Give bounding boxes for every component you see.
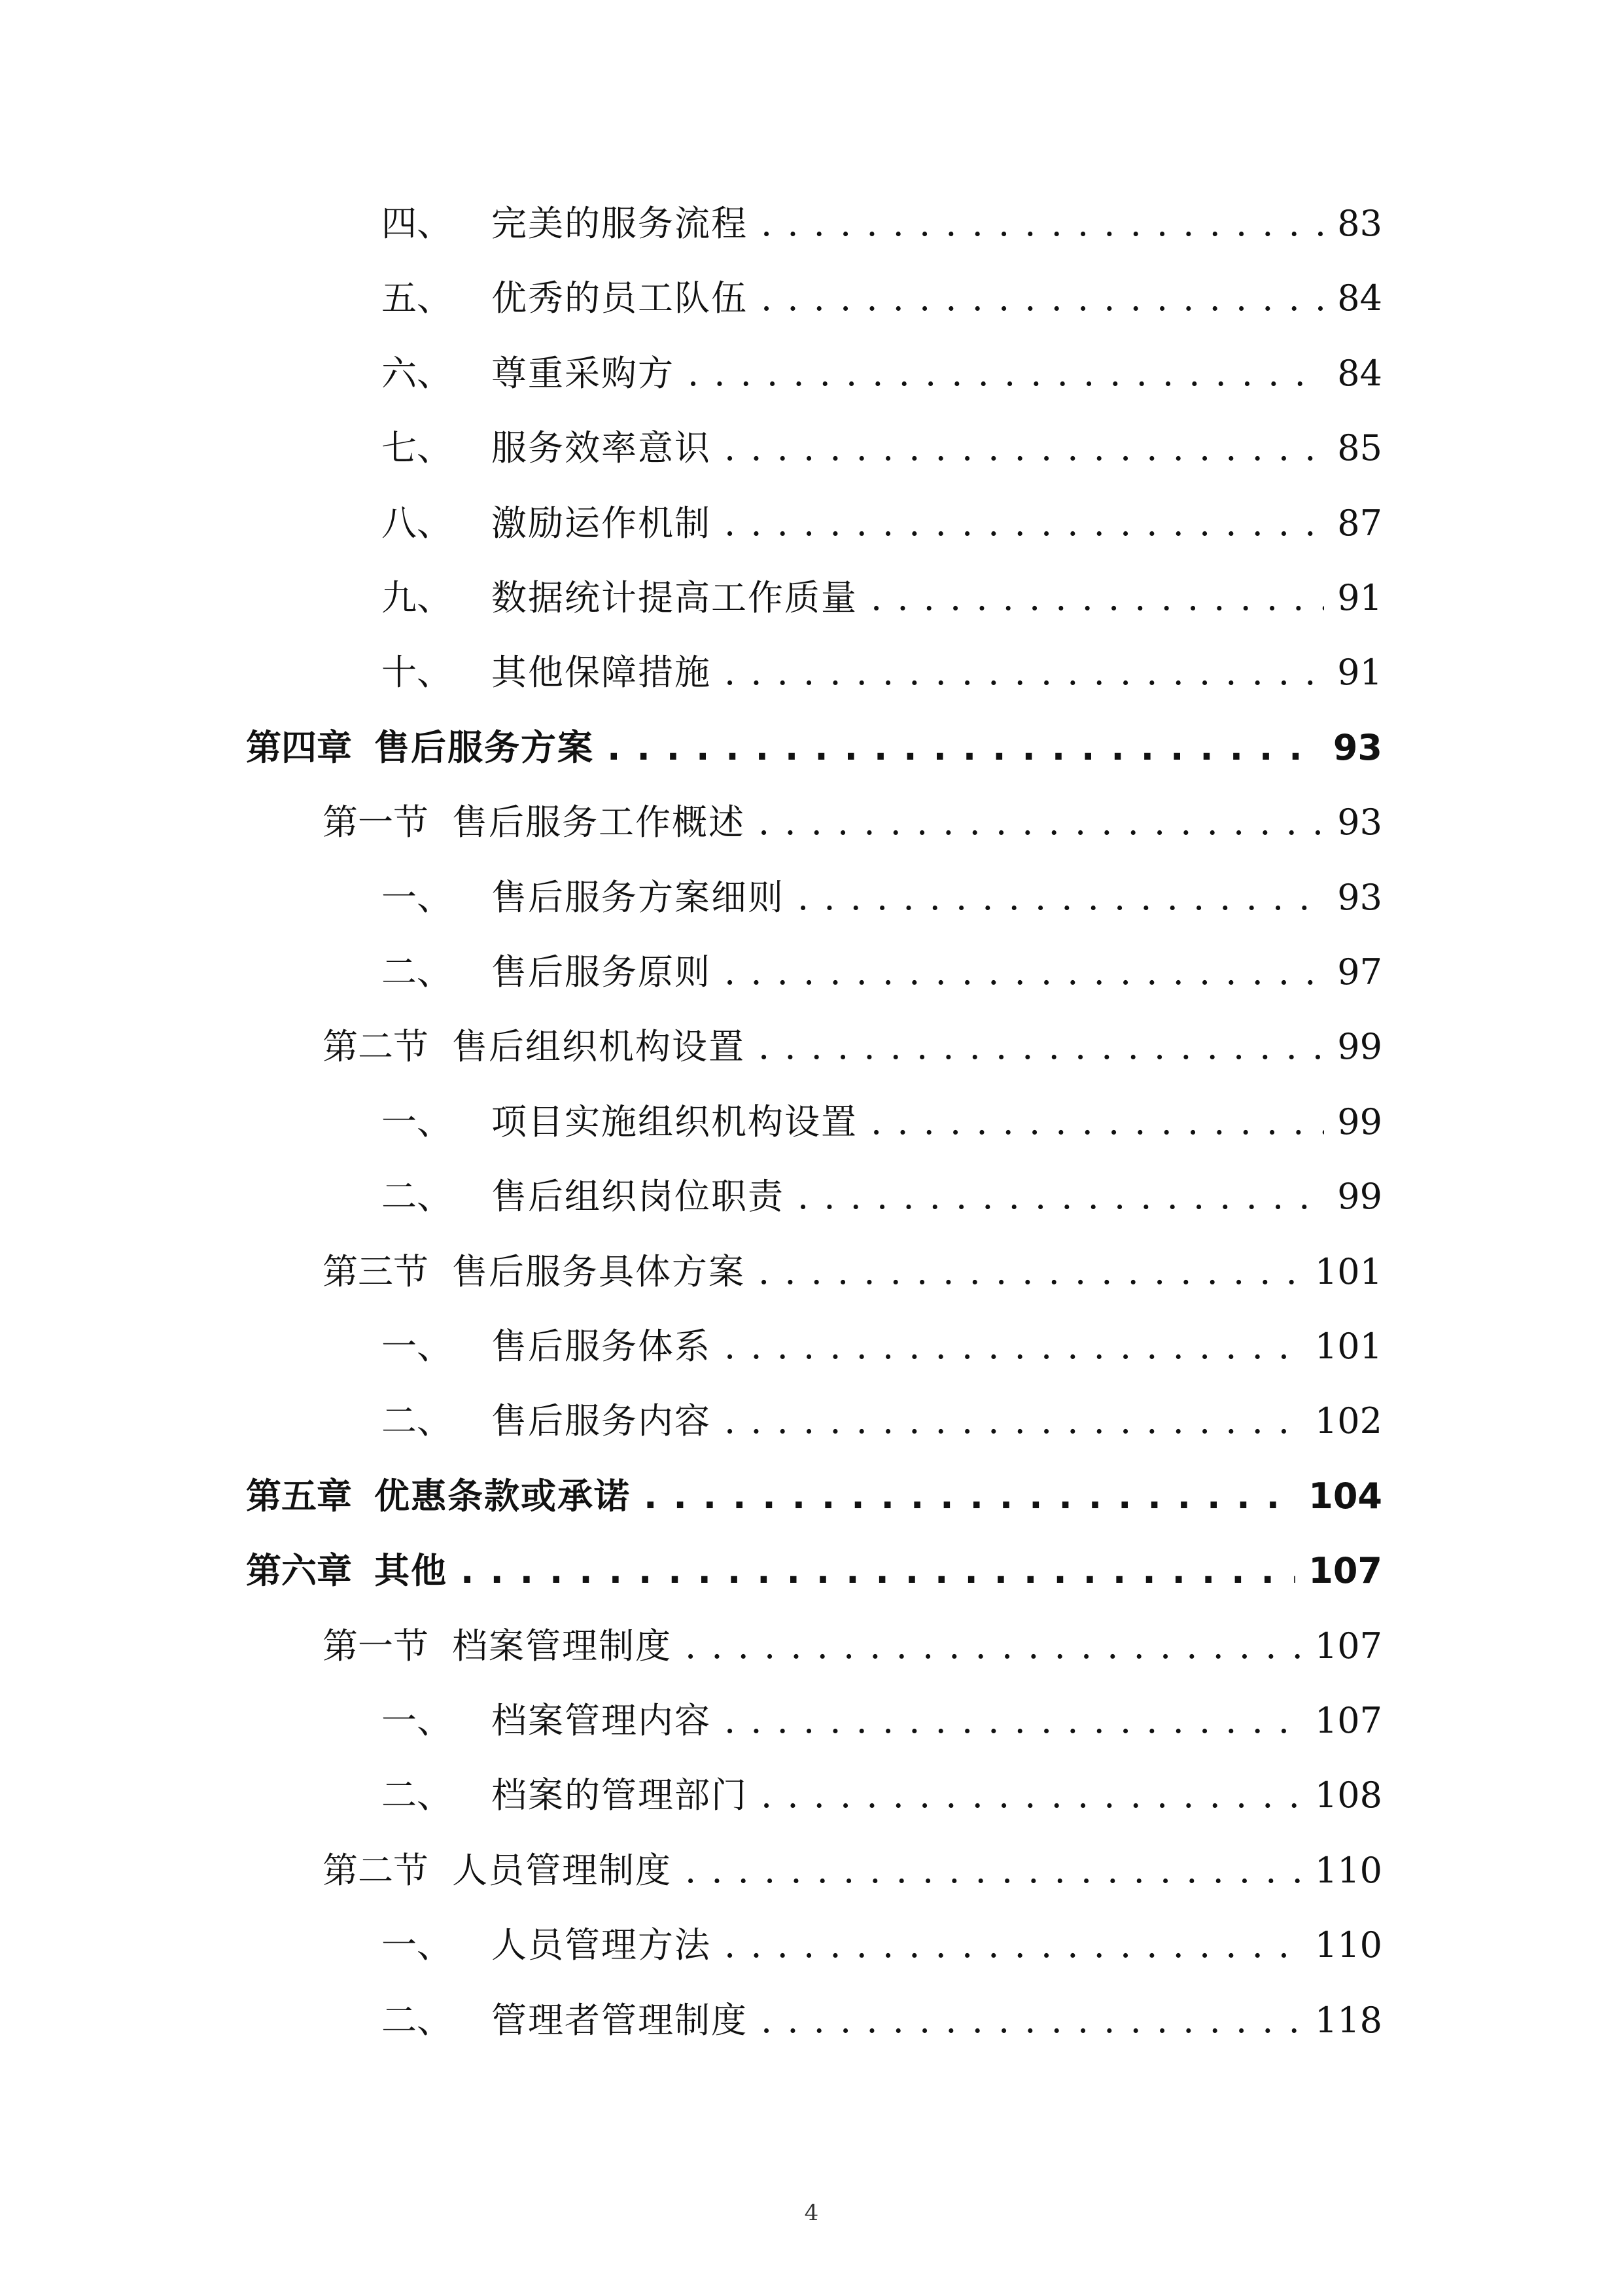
toc-entry[interactable] <box>323 1239 1382 1305</box>
toc-entry[interactable] <box>381 1089 1382 1155</box>
page-number: 4 <box>804 2200 819 2226</box>
toc-entry-page: 93 <box>1337 802 1382 843</box>
toc-entry-page: 107 <box>1308 1550 1382 1591</box>
toc-dot-leader <box>758 1014 1324 1080</box>
toc-entry-title: 其他保障措施 <box>491 652 711 693</box>
toc-dot-leader <box>761 266 1324 331</box>
toc-entry[interactable] <box>323 1838 1382 1903</box>
toc-entry-number: 五、 <box>381 277 452 319</box>
toc-entry-page: 93 <box>1337 877 1382 918</box>
toc-entry-number: 九、 <box>381 577 452 618</box>
toc-entry-number: 十、 <box>381 652 452 693</box>
toc-entry-number: 一、 <box>381 1924 452 1966</box>
toc-entry[interactable] <box>381 1688 1382 1754</box>
toc-entry[interactable] <box>381 1913 1382 1978</box>
toc-entry-title: 尊重采购方 <box>491 353 674 394</box>
toc-entry-title: 售后组织岗位职责 <box>491 1176 784 1217</box>
toc-entry-title: 售后服务工作概述 <box>452 802 745 843</box>
toc-entry[interactable] <box>381 266 1382 331</box>
toc-entry[interactable] <box>381 1388 1382 1454</box>
toc-dot-leader <box>871 565 1324 631</box>
toc-dot-leader <box>724 1314 1302 1379</box>
toc-dot-leader <box>685 1614 1302 1679</box>
toc-entry-title: 优惠条款或承诺 <box>374 1475 631 1517</box>
toc-dot-leader <box>761 1763 1302 1828</box>
toc-entry-page: 110 <box>1314 1924 1382 1966</box>
toc-entry-number: 一、 <box>381 1700 452 1741</box>
toc-entry-title: 管理者管理制度 <box>491 2000 748 2041</box>
toc-entry-page: 83 <box>1337 203 1382 244</box>
toc-entry-title: 其他 <box>374 1550 447 1591</box>
toc-dot-leader <box>607 715 1320 781</box>
toc-entry-page: 85 <box>1337 427 1382 468</box>
toc-entry-title: 人员管理方法 <box>491 1924 711 1966</box>
toc-entry-number: 一、 <box>381 1101 452 1142</box>
toc-entry-page: 104 <box>1308 1475 1382 1517</box>
toc-entry[interactable] <box>381 341 1382 406</box>
toc-entry-number: 一、 <box>381 877 452 918</box>
toc-dot-leader <box>761 191 1324 256</box>
toc-dot-leader <box>685 1838 1302 1903</box>
toc-dot-leader <box>797 1164 1324 1229</box>
toc-entry-number: 六、 <box>381 353 452 394</box>
toc-entry-title: 项目实施组织机构设置 <box>491 1101 858 1142</box>
toc-entry-title: 人员管理制度 <box>452 1850 672 1891</box>
toc-entry-number: 二、 <box>381 951 452 993</box>
toc-entry-title: 售后服务方案细则 <box>491 877 784 918</box>
toc-entry[interactable] <box>381 865 1382 930</box>
toc-entry-page: 91 <box>1337 652 1382 693</box>
toc-entry-title: 售后服务体系 <box>491 1326 711 1367</box>
toc-entry-page: 101 <box>1314 1251 1382 1292</box>
toc-entry-title: 激励运作机制 <box>491 503 711 544</box>
toc-dot-leader <box>724 1913 1302 1978</box>
toc-dot-leader <box>797 865 1324 930</box>
toc-entry[interactable] <box>381 491 1382 556</box>
toc-entry-title: 售后服务原则 <box>491 951 711 993</box>
toc-entry-page: 99 <box>1337 1101 1382 1142</box>
toc-entry-number: 第六章 <box>246 1550 352 1591</box>
toc-entry-title: 档案管理内容 <box>491 1700 711 1741</box>
toc-entry[interactable] <box>381 191 1382 256</box>
toc-entry-page: 102 <box>1314 1400 1382 1441</box>
toc-entry[interactable] <box>246 1464 1382 1529</box>
toc-entry[interactable] <box>381 1763 1382 1828</box>
toc-entry-page: 91 <box>1337 577 1382 618</box>
toc-dot-leader <box>724 940 1324 1005</box>
toc-entry-number: 七、 <box>381 427 452 468</box>
toc-entry-number: 一、 <box>381 1326 452 1367</box>
toc-dot-leader <box>758 790 1324 855</box>
toc-entry-page: 97 <box>1337 951 1382 993</box>
toc-dot-leader <box>761 1988 1302 2053</box>
toc-entry-title: 档案管理制度 <box>452 1625 672 1667</box>
toc-entry-number: 二、 <box>381 1176 452 1217</box>
toc-entry-page: 99 <box>1337 1026 1382 1067</box>
toc-entry-title: 档案的管理部门 <box>491 1775 748 1816</box>
toc-entry[interactable] <box>381 415 1382 481</box>
toc-entry-page: 93 <box>1333 727 1382 768</box>
toc-entry[interactable] <box>246 1538 1382 1604</box>
toc-dot-leader <box>724 1688 1302 1754</box>
toc-entry-page: 87 <box>1337 503 1382 544</box>
toc-entry-number: 二、 <box>381 2000 452 2041</box>
toc-entry-number: 第二节 <box>323 1026 428 1067</box>
toc-entry-number: 第一节 <box>323 1625 428 1667</box>
toc-entry-page: 108 <box>1314 1775 1382 1816</box>
toc-entry-title: 完美的服务流程 <box>491 203 748 244</box>
toc-entry-title: 服务效率意识 <box>491 427 711 468</box>
toc-entry-page: 107 <box>1314 1625 1382 1667</box>
toc-entry-page: 84 <box>1337 353 1382 394</box>
toc-dot-leader <box>724 415 1324 481</box>
toc-entry[interactable] <box>381 1314 1382 1379</box>
toc-dot-leader <box>644 1464 1295 1529</box>
toc-entry[interactable] <box>323 790 1382 855</box>
toc-dot-leader <box>871 1089 1324 1155</box>
toc-entry-number: 二、 <box>381 1400 452 1441</box>
toc-entry-page: 99 <box>1337 1176 1382 1217</box>
toc-entry[interactable] <box>381 640 1382 705</box>
toc-entry[interactable] <box>381 1988 1382 2053</box>
toc-entry-page: 118 <box>1314 2000 1382 2041</box>
toc-entry-page: 107 <box>1314 1700 1382 1741</box>
toc-entry-number: 第二节 <box>323 1850 428 1891</box>
toc-entry[interactable] <box>381 940 1382 1005</box>
toc-entry[interactable] <box>381 565 1382 631</box>
toc-entry[interactable] <box>246 715 1382 781</box>
toc-dot-leader <box>758 1239 1302 1305</box>
toc-entry-number: 第五章 <box>246 1475 352 1517</box>
toc-entry-page: 84 <box>1337 277 1382 319</box>
toc-entry-number: 四、 <box>381 203 452 244</box>
toc-entry-number: 第四章 <box>246 727 352 768</box>
toc-entry-number: 二、 <box>381 1775 452 1816</box>
toc-entry-number: 第一节 <box>323 802 428 843</box>
toc-entry-number: 第三节 <box>323 1251 428 1292</box>
toc-entry-title: 优秀的员工队伍 <box>491 277 748 319</box>
toc-entry-number: 八、 <box>381 503 452 544</box>
toc-entry-title: 售后服务内容 <box>491 1400 711 1441</box>
toc-entry-title: 数据统计提高工作质量 <box>491 577 858 618</box>
toc-dot-leader <box>461 1538 1295 1604</box>
toc-dot-leader <box>724 491 1324 556</box>
toc-dot-leader <box>724 640 1324 705</box>
toc-entry-page: 110 <box>1314 1850 1382 1891</box>
toc-entry[interactable] <box>381 1164 1382 1229</box>
toc-entry-title: 售后服务具体方案 <box>452 1251 745 1292</box>
toc-entry-title: 售后组织机构设置 <box>452 1026 745 1067</box>
toc-dot-leader <box>688 341 1324 406</box>
toc-dot-leader <box>724 1388 1302 1454</box>
toc-entry-page: 101 <box>1314 1326 1382 1367</box>
toc-entry[interactable] <box>323 1614 1382 1679</box>
toc-entry[interactable] <box>323 1014 1382 1080</box>
toc-entry-title: 售后服务方案 <box>374 727 594 768</box>
